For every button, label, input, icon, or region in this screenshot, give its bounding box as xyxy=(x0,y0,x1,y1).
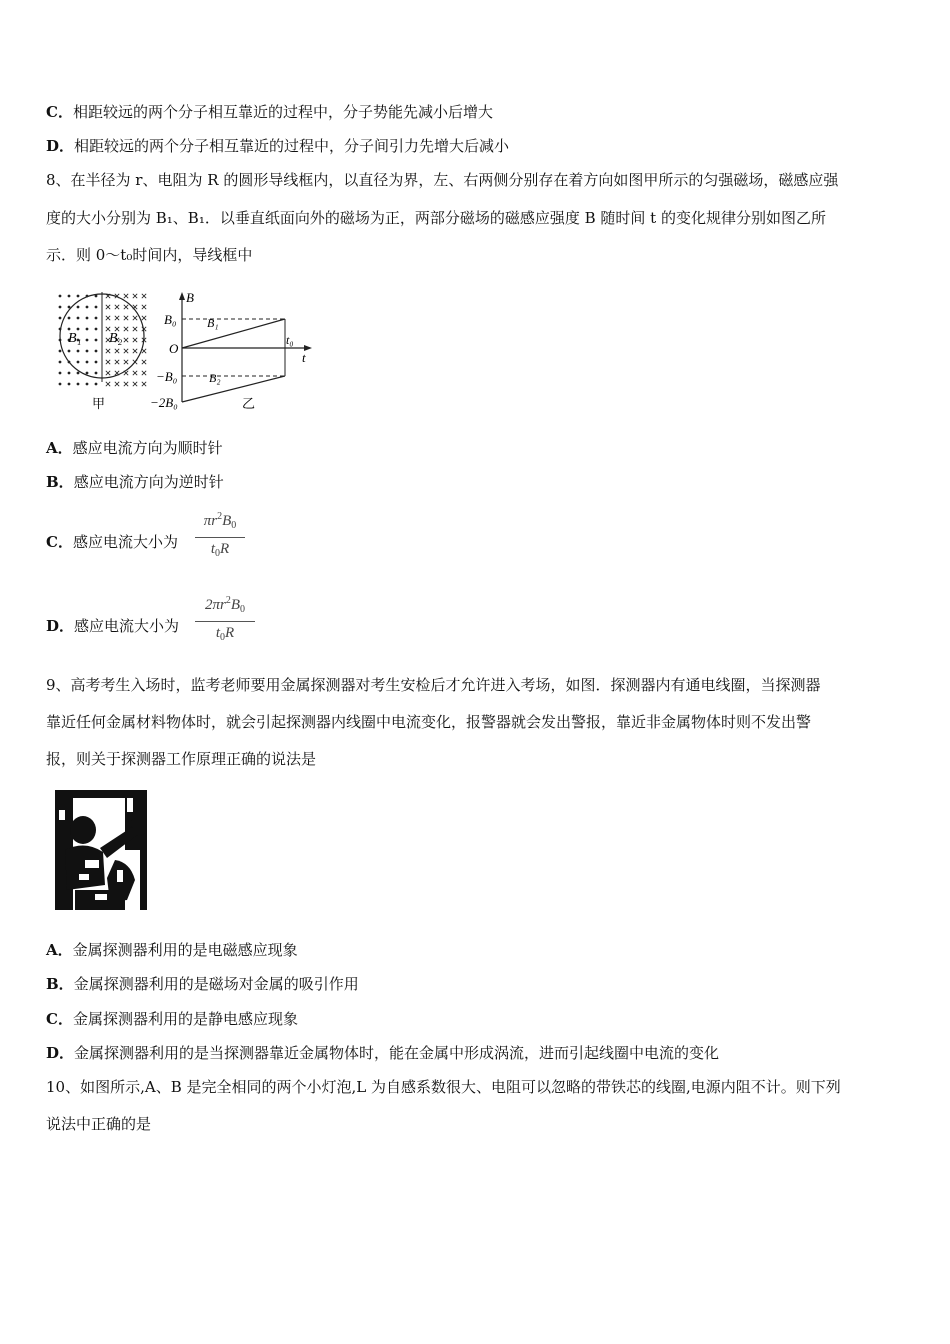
field-dot xyxy=(77,328,80,331)
field-dot xyxy=(86,383,89,386)
option-letter: A． xyxy=(46,439,73,457)
option-text: 相距较远的两个分子相互靠近的过程中，分子势能先减小后增大 xyxy=(72,103,493,121)
option-letter: C． xyxy=(46,533,73,551)
axis-b-label: B xyxy=(186,290,194,305)
q8-option-a xyxy=(46,438,223,458)
field-cross xyxy=(124,327,128,331)
q9-stem-line2: 靠近任何金属材料物体时，就会引起探测器内线圈中电流变化，报警器就会发出警报，靠近非金属物体时则不发出警 xyxy=(46,713,812,731)
caption-yi: 乙 xyxy=(242,396,256,411)
field-dot xyxy=(95,339,98,342)
field-dot xyxy=(95,372,98,375)
option-text: 金属探测器利用的是磁场对金属的吸引作用 xyxy=(73,975,359,993)
q9-option-b xyxy=(46,974,359,994)
option-text: 金属探测器利用的是静电感应现象 xyxy=(72,1010,298,1028)
field-dot xyxy=(95,317,98,320)
field-dot xyxy=(59,372,62,375)
field-dot xyxy=(68,295,71,298)
field-dot xyxy=(59,350,62,353)
field-dot xyxy=(77,295,80,298)
field-cross xyxy=(133,371,137,375)
q10-stem-line1: 10、如图所示,A、B 是完全相同的两个小灯泡,L 为自感系数很大、电阻可以忽略的带铁芯的线圈,电源内阻不计。则下列 xyxy=(46,1078,841,1096)
field-cross xyxy=(124,316,128,320)
option-letter: C． xyxy=(46,103,73,121)
field-dot xyxy=(95,361,98,364)
field-cross xyxy=(115,305,119,309)
field-cross xyxy=(106,349,110,353)
q7-option-d xyxy=(46,136,509,156)
q7-option-c xyxy=(46,102,493,122)
field-cross xyxy=(106,360,110,364)
q8-stem-line2: 度的大小分别为 B₁、B₁．以垂直纸面向外的磁场为正，两部分磁场的磁感应强度 B 随时间 t 的变化规律分别如图乙所 xyxy=(46,209,826,227)
q9-stem-line1: 9、高考考生入场时，监考老师要用金属探测器对考生安检后才允许进入考场，如图．探测器内有通电线圈，当探测器 xyxy=(46,676,821,694)
field-dot xyxy=(68,383,71,386)
q8-option-d xyxy=(46,616,179,636)
field-cross xyxy=(115,382,119,386)
field-cross xyxy=(142,360,146,364)
field-cross xyxy=(142,316,146,320)
field-cross xyxy=(124,382,128,386)
option-letter: D． xyxy=(46,137,75,155)
field-cross xyxy=(142,349,146,353)
label-b1: B₁ xyxy=(68,331,82,346)
field-dot xyxy=(86,317,89,320)
q10-stem-line2: 说法中正确的是 xyxy=(46,1115,152,1133)
option-letter: B． xyxy=(46,975,74,993)
field-dot xyxy=(59,295,62,298)
field-cross xyxy=(133,349,137,353)
option-letter: D． xyxy=(46,1044,75,1062)
option-text: 金属探测器利用的是电磁感应现象 xyxy=(72,941,298,959)
field-dot xyxy=(95,306,98,309)
q8-stem-line1: 8、在半径为 r、电阻为 R 的圆形导线框内，以直径为界，左、右两侧分别存在着方向如图甲所示的匀强磁场，磁感应强 xyxy=(46,171,839,189)
field-dot xyxy=(77,383,80,386)
option-letter: C． xyxy=(46,1010,73,1028)
tick-t0: t₀ xyxy=(286,333,294,347)
option-letter: D． xyxy=(46,617,75,635)
q8-c-fraction: $\pi r^2B_0$ $t_0R$ xyxy=(195,508,245,563)
field-cross xyxy=(133,327,137,331)
field-dot xyxy=(86,339,89,342)
q8-option-b xyxy=(46,472,224,492)
origin-label: O xyxy=(169,341,179,356)
line-label-b2: B₂ xyxy=(209,371,221,385)
field-dot xyxy=(77,350,80,353)
field-cross xyxy=(106,316,110,320)
field-dot xyxy=(86,306,89,309)
field-dot xyxy=(77,317,80,320)
option-text: 感应电流方向为顺时针 xyxy=(72,439,223,457)
field-cross xyxy=(106,382,110,386)
field-dot xyxy=(95,383,98,386)
tick-neg-2b0: −2B₀ xyxy=(150,395,178,410)
q9-stem-line3: 报，则关于探测器工作原理正确的说法是 xyxy=(46,750,317,768)
field-dot xyxy=(59,306,62,309)
field-cross xyxy=(124,305,128,309)
field-cross xyxy=(115,316,119,320)
field-dot xyxy=(68,372,71,375)
field-diagram-jia xyxy=(59,292,147,411)
field-dot xyxy=(86,372,89,375)
field-dot xyxy=(59,317,62,320)
metal-detector-photo xyxy=(55,790,147,910)
field-dot xyxy=(68,328,71,331)
field-cross xyxy=(124,294,128,298)
q9-option-a xyxy=(46,940,298,960)
option-text: 感应电流方向为逆时针 xyxy=(73,473,224,491)
field-cross xyxy=(115,360,119,364)
q8-stem-line3: 示．则 0～t₀时间内，导线框中 xyxy=(46,246,253,264)
field-cross xyxy=(106,305,110,309)
field-dot xyxy=(95,328,98,331)
field-dot xyxy=(86,350,89,353)
option-text: 相距较远的两个分子相互靠近的过程中，分子间引力先增大后减小 xyxy=(74,137,510,155)
option-text: 感应电流大小为 xyxy=(74,617,180,635)
tick-b0: B₀ xyxy=(164,312,177,327)
field-cross xyxy=(115,349,119,353)
field-cross xyxy=(133,338,137,342)
bt-graph-yi xyxy=(150,290,312,411)
field-cross xyxy=(133,316,137,320)
label-b2: B₂ xyxy=(109,331,123,346)
field-dot xyxy=(77,372,80,375)
field-cross xyxy=(142,294,146,298)
option-letter: B． xyxy=(46,473,74,491)
field-dot xyxy=(59,383,62,386)
field-dot xyxy=(77,361,80,364)
field-cross xyxy=(133,382,137,386)
q8-option-c xyxy=(46,532,178,552)
q9-option-d xyxy=(46,1043,719,1063)
field-cross xyxy=(142,382,146,386)
field-dot xyxy=(86,361,89,364)
field-cross xyxy=(124,338,128,342)
field-cross xyxy=(106,371,110,375)
tick-neg-b0: −B₀ xyxy=(156,369,178,384)
option-text: 金属探测器利用的是当探测器靠近金属物体时，能在金属中形成涡流，进而引起线圈中电流的变化 xyxy=(74,1044,720,1062)
field-cross xyxy=(142,305,146,309)
q9-option-c xyxy=(46,1009,298,1029)
field-dot xyxy=(77,306,80,309)
field-dot xyxy=(68,350,71,353)
field-cross xyxy=(124,349,128,353)
q8-d-fraction: $2\pi r^2B_0$ $t_0R$ xyxy=(195,592,255,647)
option-letter: A． xyxy=(46,941,73,959)
field-dot xyxy=(86,328,89,331)
axis-t-label: t xyxy=(302,350,306,365)
option-text: 感应电流大小为 xyxy=(72,533,178,551)
field-dot xyxy=(59,361,62,364)
line-label-b1: B₁ xyxy=(207,316,219,330)
q8-figure xyxy=(52,290,322,415)
field-cross xyxy=(142,371,146,375)
caption-jia: 甲 xyxy=(92,396,106,411)
field-cross xyxy=(124,360,128,364)
field-dot xyxy=(68,317,71,320)
field-dot xyxy=(95,350,98,353)
field-cross xyxy=(133,294,137,298)
